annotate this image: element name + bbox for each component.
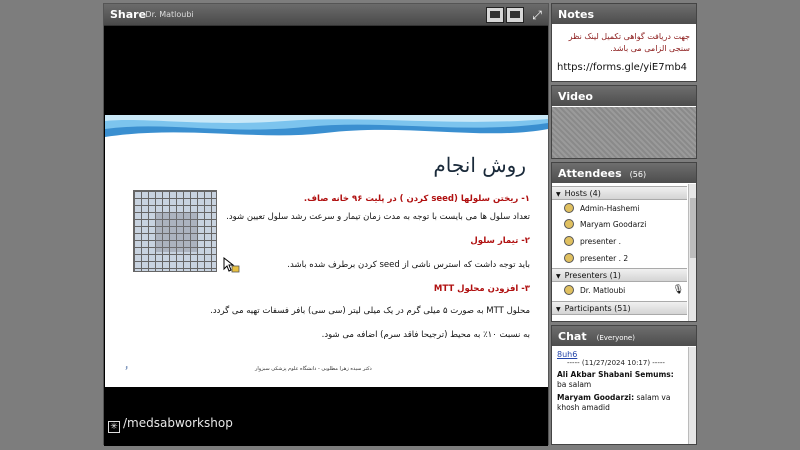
share-presenter: - Dr. Matloubi [140,10,194,19]
chat-pod [551,325,697,445]
video-title: Video [552,86,696,106]
slide-header-decoration [105,115,548,145]
chat-scope[interactable]: (Everyone) [596,334,635,342]
expand-triangle-icon: ▼ [556,191,561,198]
screen-view-icon[interactable] [486,7,504,23]
chat-message [557,370,691,390]
attendees-scrollbar[interactable] [688,184,697,322]
watermark [108,416,233,433]
video-area [552,107,696,159]
chat-sender: Maryam Goodarzi: [557,393,635,402]
chat-sender: Ali Akbar Shabani Semums: [557,370,674,379]
full-screen-view-icon[interactable] [506,7,524,23]
attendees-list [552,184,696,322]
chat-text: salam va khosh amadid [557,393,671,412]
expand-triangle-icon: ▼ [556,306,561,313]
watermark-text: /medsabworkshop [123,416,233,430]
chat-header [552,326,696,346]
chat-link[interactable]: 8uh6 [557,350,578,359]
presenters-label: Presenters (1) [564,271,621,280]
scrollbar-thumb[interactable] [690,198,696,258]
participants-label: Participants (51) [564,304,631,313]
attendees-title: Attendees [558,167,622,180]
slide-text-4: به نسبت ۱۰٪ به محیط (ترجیحا فاقد سرم) اضافه می شود. [321,330,530,340]
user-name: presenter . [580,237,621,246]
list-item[interactable] [564,285,684,299]
pointer-icon [223,257,241,275]
slide-title: روش انجام [433,153,526,177]
host-user-icon [564,253,574,263]
slide-text-2: باید توجه داشت که استرس ناشی از seed کردن برطرف شده باشد. [287,260,530,270]
share-title: Share [110,8,147,21]
slide-text-3: محلول MTT به صورت ۵ میلی گرم در یک میلی لیتر (سی سی) بافر فسفات تهیه می گردد. [210,306,530,316]
chat-message [557,393,691,413]
chat-timestamp: ----- (11/27/2024 10:17) ----- [567,359,665,367]
share-header [104,4,548,26]
notes-title: Notes [552,4,696,24]
chat-title: Chat [558,330,587,343]
user-name: Maryam Goodarzi [580,220,647,229]
user-name: Dr. Matloubi [580,286,626,295]
attendees-count: (56) [629,170,647,179]
list-item[interactable] [564,219,684,233]
expand-icon[interactable]: ⤢ [532,8,542,22]
attendees-header [552,163,696,183]
hosts-label: Hosts (4) [564,189,601,198]
notes-pod [551,3,697,82]
well-plate-image [133,190,217,272]
video-pod [551,85,697,159]
slide-step-3: ۳- افزودن محلول MTT [433,284,530,294]
presentation-slide [105,115,548,387]
notes-text: جهت دریافت گواهی تکمیل لینک نظر سنجی الزامی می باشد. [568,32,690,53]
slide-page-number: ۶ [125,365,129,372]
share-content [104,27,548,446]
host-user-icon [564,219,574,229]
participants-group-toggle[interactable] [552,301,687,315]
host-user-icon [564,203,574,213]
user-name: presenter . 2 [580,254,629,263]
expand-triangle-icon: ▼ [556,273,561,280]
list-item[interactable] [564,236,684,250]
chat-messages [552,347,696,445]
list-item[interactable] [564,253,684,267]
presenter-user-icon [564,285,574,295]
slide-step-1: ۱- ریختن سلولها (seed کردن ) در پلیت ۹۶ خانه صاف. [303,194,530,204]
chat-scrollbar[interactable] [688,347,697,445]
slide-step-2: ۲- تیمار سلول [470,236,530,246]
share-pod [103,3,549,445]
attendees-pod [551,162,697,322]
notes-link[interactable]: https://forms.gle/yiE7mb4 [557,62,688,73]
hosts-group-toggle[interactable] [552,186,687,200]
presenters-group-toggle[interactable] [552,268,687,282]
host-user-icon [564,236,574,246]
logo-icon: ✳ [108,421,120,433]
user-name: Admin-Hashemi [580,204,640,213]
list-item[interactable] [564,203,684,217]
slide-text-1: تعداد سلول ها می بایست با توجه به مدت زمان تیمار و سرعت رشد سلول تعیین شود. [226,212,530,222]
chat-text: ba salam [557,380,592,389]
microphone-icon: 🎙 [672,285,684,295]
slide-footer: دکتر سیده زهرا مطلوبی - دانشگاه علوم پزشکی سبزوار [255,366,372,372]
